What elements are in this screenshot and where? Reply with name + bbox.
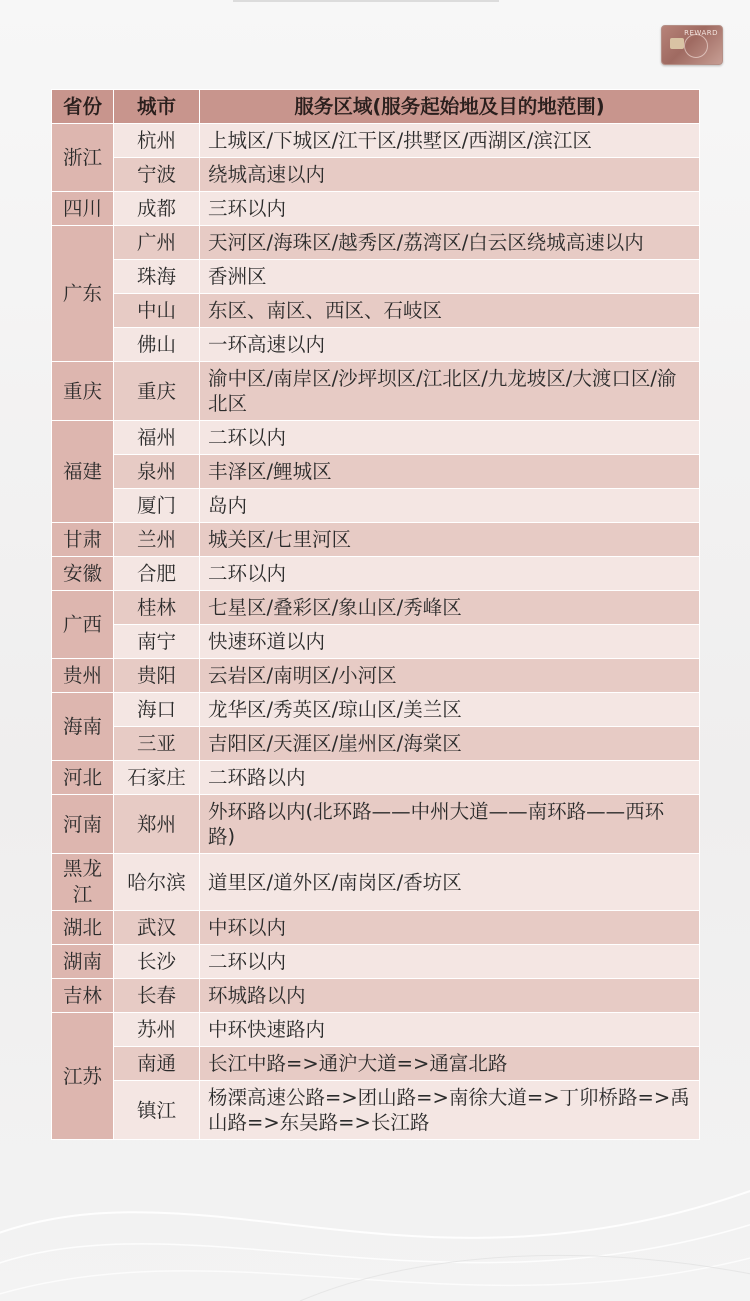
city-cell: 成都 <box>114 192 200 226</box>
table-row <box>52 124 700 158</box>
city-cell: 兰州 <box>114 523 200 557</box>
city-cell: 苏州 <box>114 1013 200 1047</box>
city-cell: 郑州 <box>114 795 200 854</box>
city-cell: 贵阳 <box>114 659 200 693</box>
table-row <box>52 226 700 260</box>
table-row <box>52 591 700 625</box>
province-cell: 重庆 <box>52 362 114 421</box>
table-row <box>52 1013 700 1047</box>
city-cell: 南宁 <box>114 625 200 659</box>
table-row <box>52 854 700 911</box>
table-row <box>52 761 700 795</box>
table-row <box>52 659 700 693</box>
area-cell: 中环快速路内 <box>200 1013 700 1047</box>
city-cell: 武汉 <box>114 911 200 945</box>
city-cell: 宁波 <box>114 158 200 192</box>
city-cell: 厦门 <box>114 489 200 523</box>
table-row <box>52 523 700 557</box>
province-cell: 四川 <box>52 192 114 226</box>
province-cell: 安徽 <box>52 557 114 591</box>
city-cell: 合肥 <box>114 557 200 591</box>
table-row <box>52 625 700 659</box>
area-cell: 二环以内 <box>200 421 700 455</box>
area-cell: 二环路以内 <box>200 761 700 795</box>
area-cell: 天河区/海珠区/越秀区/荔湾区/白云区绕城高速以内 <box>200 226 700 260</box>
table-row <box>52 1081 700 1140</box>
header-province: 省份 <box>52 90 114 124</box>
table-header-row <box>52 90 700 124</box>
table-row <box>52 192 700 226</box>
area-cell: 七星区/叠彩区/象山区/秀峰区 <box>200 591 700 625</box>
card-chip <box>670 38 684 49</box>
province-cell: 浙江 <box>52 124 114 192</box>
area-cell: 岛内 <box>200 489 700 523</box>
city-cell: 石家庄 <box>114 761 200 795</box>
city-cell: 广州 <box>114 226 200 260</box>
service-area-table <box>51 89 700 1140</box>
card-emblem <box>684 34 708 58</box>
city-cell: 长春 <box>114 979 200 1013</box>
province-cell: 甘肃 <box>52 523 114 557</box>
area-cell: 东区、南区、西区、石岐区 <box>200 294 700 328</box>
city-cell: 泉州 <box>114 455 200 489</box>
area-cell: 二环以内 <box>200 557 700 591</box>
area-cell: 二环以内 <box>200 945 700 979</box>
card-brand: REWARD <box>684 29 718 37</box>
table-row <box>52 489 700 523</box>
area-cell: 中环以内 <box>200 911 700 945</box>
area-cell: 云岩区/南明区/小河区 <box>200 659 700 693</box>
city-cell: 长沙 <box>114 945 200 979</box>
province-cell: 吉林 <box>52 979 114 1013</box>
table-row <box>52 260 700 294</box>
province-cell: 贵州 <box>52 659 114 693</box>
city-cell: 重庆 <box>114 362 200 421</box>
area-cell: 龙华区/秀英区/琼山区/美兰区 <box>200 693 700 727</box>
table-body <box>52 124 700 1140</box>
header-city: 城市 <box>114 90 200 124</box>
province-cell: 广西 <box>52 591 114 659</box>
city-cell: 南通 <box>114 1047 200 1081</box>
city-cell: 中山 <box>114 294 200 328</box>
area-cell: 三环以内 <box>200 192 700 226</box>
province-cell: 福建 <box>52 421 114 523</box>
table-row <box>52 693 700 727</box>
area-cell: 渝中区/南岸区/沙坪坝区/江北区/九龙坡区/大渡口区/渝北区 <box>200 362 700 421</box>
table-row <box>52 362 700 421</box>
city-cell: 海口 <box>114 693 200 727</box>
province-cell: 河南 <box>52 795 114 854</box>
city-cell: 福州 <box>114 421 200 455</box>
table-row <box>52 158 700 192</box>
header-area: 服务区域(服务起始地及目的地范围) <box>200 90 700 124</box>
province-cell: 湖南 <box>52 945 114 979</box>
province-cell: 黑龙江 <box>52 854 114 911</box>
province-cell: 广东 <box>52 226 114 362</box>
table-row <box>52 294 700 328</box>
area-cell: 上城区/下城区/江干区/拱墅区/西湖区/滨江区 <box>200 124 700 158</box>
area-cell: 吉阳区/天涯区/崖州区/海棠区 <box>200 727 700 761</box>
table-row <box>52 727 700 761</box>
table-row <box>52 328 700 362</box>
city-cell: 珠海 <box>114 260 200 294</box>
province-cell: 湖北 <box>52 911 114 945</box>
area-cell: 香洲区 <box>200 260 700 294</box>
city-cell: 杭州 <box>114 124 200 158</box>
table-row <box>52 455 700 489</box>
top-divider <box>233 0 499 2</box>
city-cell: 哈尔滨 <box>114 854 200 911</box>
area-cell: 一环高速以内 <box>200 328 700 362</box>
area-cell: 丰泽区/鲤城区 <box>200 455 700 489</box>
area-cell: 环城路以内 <box>200 979 700 1013</box>
city-cell: 镇江 <box>114 1081 200 1140</box>
area-cell: 快速环道以内 <box>200 625 700 659</box>
table-row <box>52 421 700 455</box>
area-cell: 城关区/七里河区 <box>200 523 700 557</box>
table-row <box>52 979 700 1013</box>
table-row <box>52 557 700 591</box>
area-cell: 绕城高速以内 <box>200 158 700 192</box>
table-row <box>52 795 700 854</box>
province-cell: 海南 <box>52 693 114 761</box>
table-row <box>52 945 700 979</box>
area-cell: 长江中路=>通沪大道=>通富北路 <box>200 1047 700 1081</box>
area-cell: 外环路以内(北环路——中州大道——南环路——西环路) <box>200 795 700 854</box>
table-row <box>52 911 700 945</box>
city-cell: 佛山 <box>114 328 200 362</box>
city-cell: 三亚 <box>114 727 200 761</box>
bank-card-logo <box>661 25 723 65</box>
area-cell: 杨溧高速公路=>团山路=>南徐大道=>丁卯桥路=>禹山路=>东吴路=>长江路 <box>200 1081 700 1140</box>
area-cell: 道里区/道外区/南岗区/香坊区 <box>200 854 700 911</box>
city-cell: 桂林 <box>114 591 200 625</box>
province-cell: 河北 <box>52 761 114 795</box>
table-row <box>52 1047 700 1081</box>
province-cell: 江苏 <box>52 1013 114 1140</box>
